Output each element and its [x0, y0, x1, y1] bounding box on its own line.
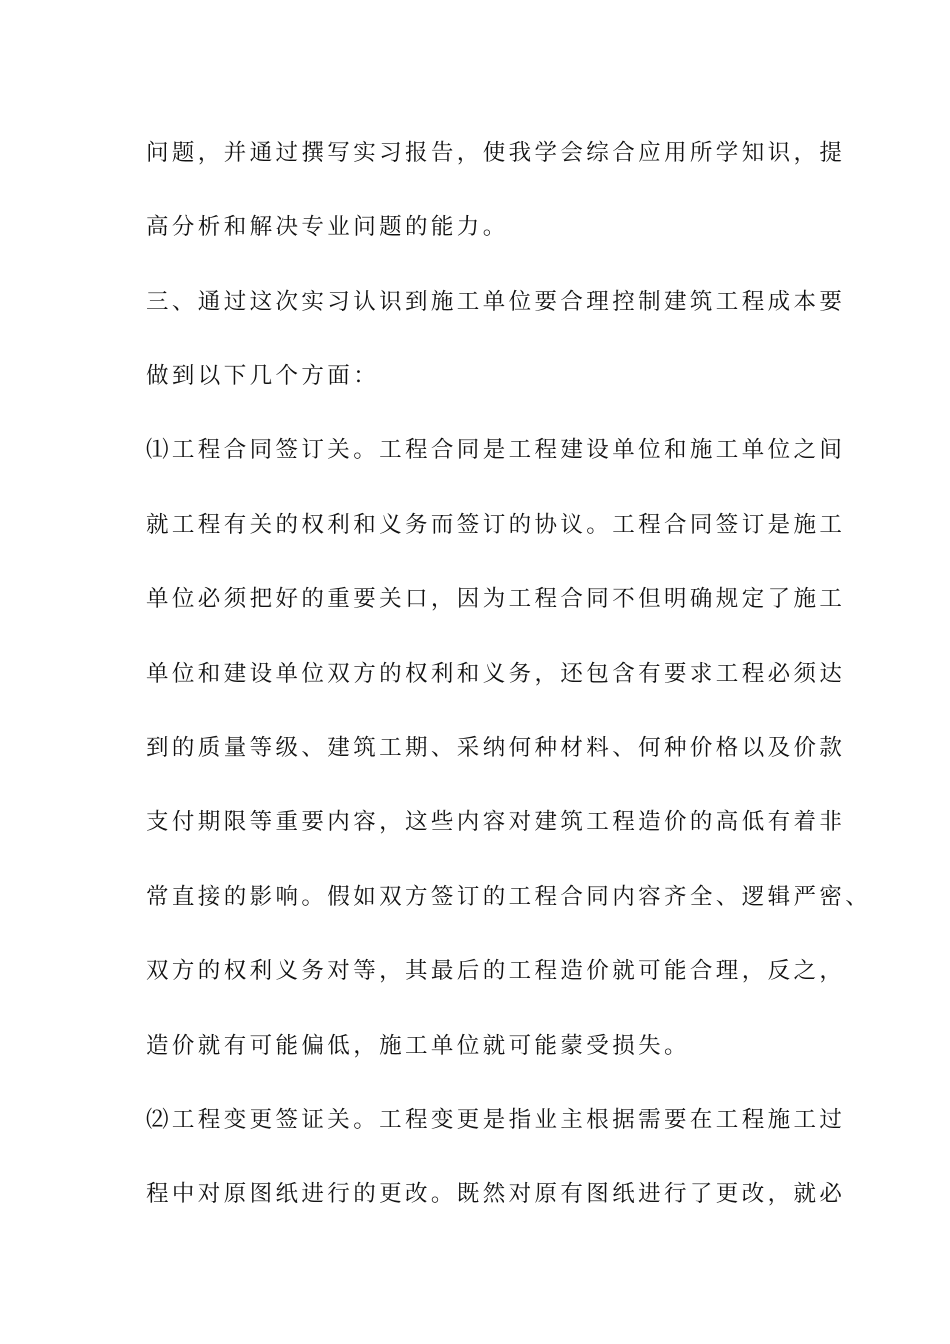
- text-line: 单位必须把好的重要关口，因为工程合同不但明确规定了施工: [146, 586, 846, 612]
- text-line: 单位和建设单位双方的权利和义务，还包含有要求工程必须达: [146, 661, 846, 687]
- text-line: 做到以下几个方面：: [146, 363, 380, 389]
- text-line: 程中对原图纸进行的更改。既然对原有图纸进行了更改，就必: [146, 1181, 846, 1207]
- text-line: 问题，并通过撰写实习报告，使我学会综合应用所学知识，提: [146, 140, 846, 166]
- text-line: 就工程有关的权利和义务而签订的协议。工程合同签订是施工: [146, 512, 846, 538]
- text-line: 到的质量等级、建筑工期、采纳何种材料、何种价格以及价款: [146, 735, 846, 761]
- text-line: 高分析和解决专业问题的能力。: [146, 214, 509, 240]
- text-line: 双方的权利义务对等，其最后的工程造价就可能合理，反之，: [146, 958, 846, 984]
- text-line: 支付期限等重要内容，这些内容对建筑工程造价的高低有着非: [146, 809, 846, 835]
- text-line: 造价就有可能偏低，施工单位就可能蒙受损失。: [146, 1033, 690, 1059]
- text-line: ⑴工程合同签订关。工程合同是工程建设单位和施工单位之间: [146, 437, 846, 463]
- text-line: 三、通过这次实习认识到施工单位要合理控制建筑工程成本要: [146, 289, 846, 315]
- text-line: ⑵工程变更签证关。工程变更是指业主根据需要在工程施工过: [146, 1107, 846, 1133]
- text-line: 常直接的影响。假如双方签订的工程合同内容齐全、逻辑严密、: [146, 884, 872, 910]
